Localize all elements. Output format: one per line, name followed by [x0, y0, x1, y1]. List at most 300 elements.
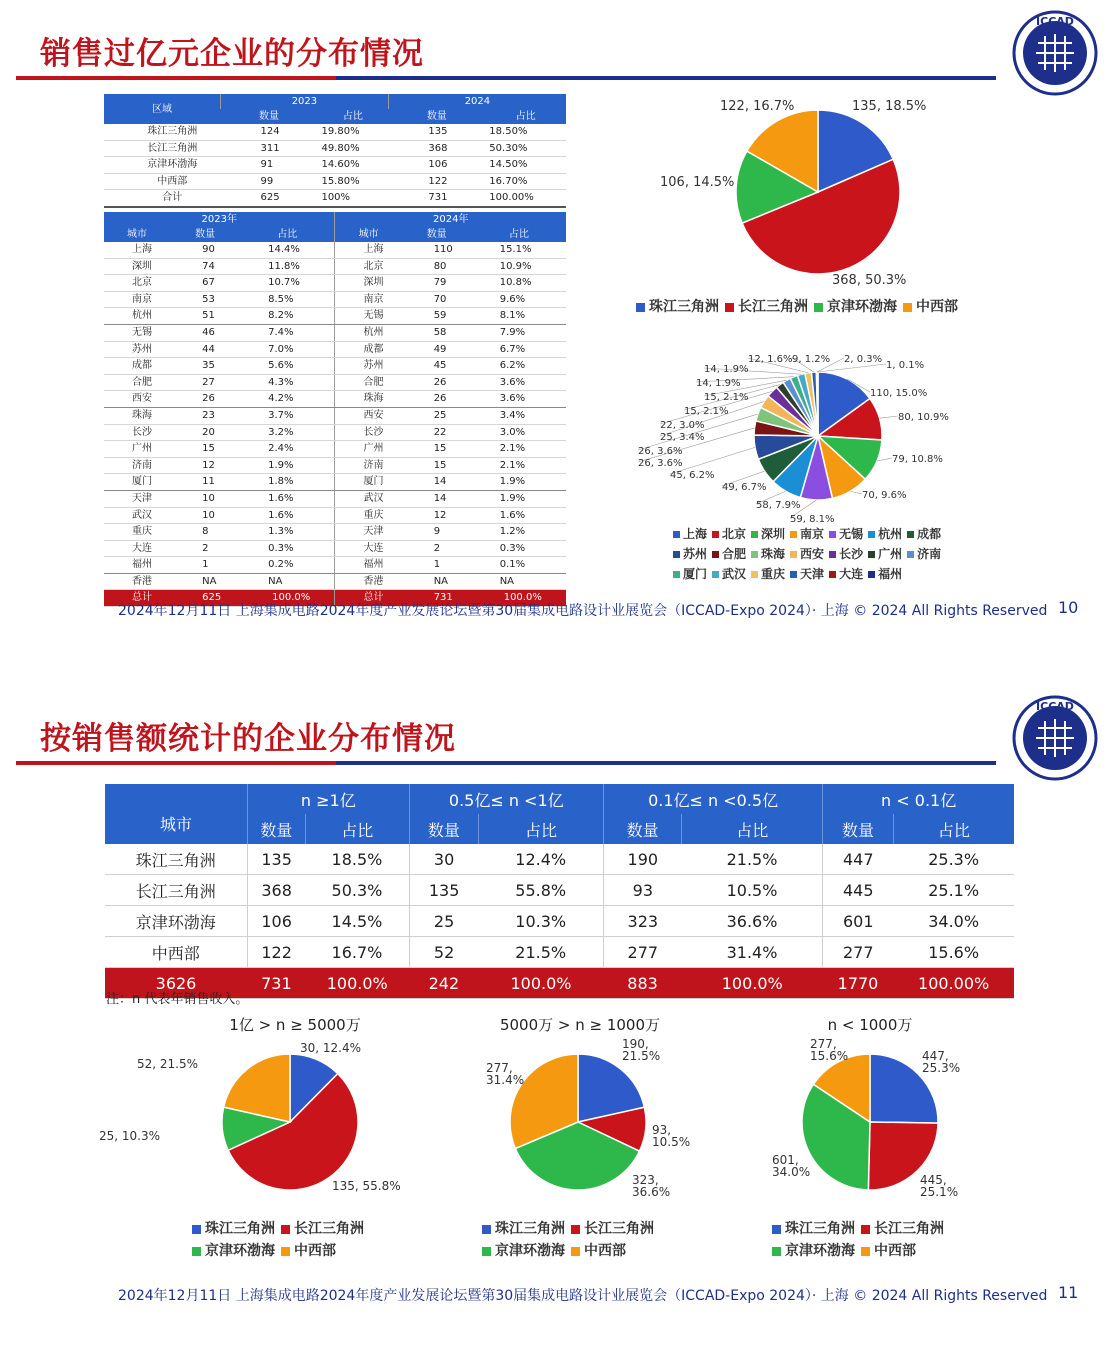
data-label: 14, 1.9%	[696, 378, 741, 389]
leader-line	[879, 416, 898, 418]
cell: 25	[402, 407, 472, 424]
cell: 10.5%	[682, 875, 823, 906]
legend-label: 中西部	[294, 1243, 336, 1259]
total-cell: 883	[603, 968, 681, 999]
data-label: 45, 6.2%	[670, 470, 715, 481]
city-name: 深圳	[104, 258, 170, 275]
cell: 12.4%	[479, 844, 604, 875]
total-cell: 100.0%	[479, 968, 604, 999]
cell: 3.6%	[472, 391, 566, 408]
table-row	[104, 358, 566, 375]
region-name: 长江三角洲	[104, 140, 221, 157]
cell: 31.4%	[682, 937, 823, 968]
total-cell: 1770	[823, 968, 893, 999]
legend-label: 珠江三角洲	[205, 1221, 275, 1237]
footer-text: 2024年12月11日 上海集成电路2024年度产业发展论坛暨第30届集成电路设计业展览会（ICCAD-Expo 2024）· 上海 © 2024 All Rights Reserved	[118, 1288, 1048, 1304]
legend-swatch-icon	[712, 571, 719, 578]
table-row	[104, 424, 566, 441]
city-name: 香港	[104, 573, 170, 590]
table-row	[104, 291, 566, 308]
legend-label: 大连	[839, 567, 864, 581]
cell: 10.7%	[240, 275, 335, 292]
th-city: 城市	[105, 784, 248, 844]
cell: 1.3%	[240, 524, 335, 541]
legend-label: 珠江三角洲	[785, 1221, 855, 1237]
cell: 10	[170, 490, 240, 507]
cell: 6.7%	[472, 341, 566, 358]
cell: 3.4%	[472, 407, 566, 424]
legend-label: 成都	[917, 527, 942, 541]
legend-label: 京津环渤海	[205, 1243, 275, 1259]
cell: 1.6%	[240, 490, 335, 507]
cell: 49	[402, 341, 472, 358]
city-name: 厦门	[335, 474, 402, 491]
legend-swatch-icon	[861, 1247, 870, 1256]
th-share: 占比	[479, 814, 604, 844]
table-row	[104, 474, 566, 491]
cell: 3.7%	[240, 407, 335, 424]
city-name: 无锡	[335, 308, 402, 325]
legend-label: 长沙	[839, 547, 864, 561]
legend-swatch-icon	[903, 303, 912, 312]
cell: 90	[170, 242, 240, 258]
iccad-logo-icon	[1012, 695, 1098, 781]
cell: 35	[170, 358, 240, 375]
city-name: 珠海	[335, 391, 402, 408]
th-count: 数量	[170, 227, 240, 242]
cell: 100.00%	[485, 190, 566, 207]
cell: 36.6%	[682, 906, 823, 937]
city-name: 杭州	[104, 308, 170, 325]
cell: 25.3%	[893, 844, 1014, 875]
total-cell: 625	[170, 590, 240, 607]
legend-swatch-icon	[790, 551, 797, 558]
cell: 122	[248, 937, 306, 968]
th-share: 占比	[317, 109, 388, 124]
cell: NA	[170, 573, 240, 590]
th-2024: 2024	[388, 94, 566, 109]
table-row	[104, 124, 566, 140]
legend-swatch-icon	[868, 571, 875, 578]
city-name: 大连	[104, 540, 170, 557]
data-label: 1, 0.1%	[886, 360, 925, 371]
legend-swatch-icon	[868, 531, 875, 538]
cell: 50.30%	[485, 140, 566, 157]
legend-swatch-icon	[281, 1247, 290, 1256]
cell: 52	[409, 937, 478, 968]
total-cell: 100.0%	[240, 590, 335, 607]
cell: 106	[388, 157, 485, 174]
pie-legend-1	[186, 1218, 364, 1262]
slide-title: 销售过亿元企业的分布情况	[40, 36, 424, 72]
cell: 2.4%	[240, 441, 335, 458]
legend-label: 广州	[878, 547, 903, 561]
cell: 7.9%	[472, 324, 566, 341]
cell: 1.6%	[472, 507, 566, 524]
cell: 15	[170, 441, 240, 458]
legend-swatch-icon	[571, 1225, 580, 1234]
data-label: 106, 14.5%	[660, 175, 735, 190]
title-underline	[16, 761, 996, 765]
cell: 14.60%	[317, 157, 388, 174]
cell: 2	[170, 540, 240, 557]
cell: 26	[402, 391, 472, 408]
cell: 14.5%	[305, 906, 409, 937]
data-label: 190, 21.5%	[622, 1037, 661, 1063]
table-row	[104, 140, 566, 157]
cell: 100%	[317, 190, 388, 207]
pie-title-3: n < 1000万	[827, 1016, 913, 1034]
table-row	[104, 374, 566, 391]
cell: 122	[388, 173, 485, 190]
legend-label: 杭州	[878, 527, 903, 541]
cell: 18.50%	[485, 124, 566, 140]
legend-swatch-icon	[790, 571, 797, 578]
city-name: 南京	[335, 291, 402, 308]
data-label: 122, 16.7%	[720, 99, 795, 114]
region-name: 合计	[104, 190, 221, 207]
legend-swatch-icon	[861, 1225, 870, 1234]
legend-swatch-icon	[636, 303, 645, 312]
cell: 46	[170, 324, 240, 341]
city-table	[104, 212, 566, 607]
table-row	[104, 573, 566, 590]
city-name: 长沙	[335, 424, 402, 441]
legend-label: 京津环渤海	[827, 299, 897, 315]
total-cell: 731	[402, 590, 472, 607]
legend-label: 北京	[722, 527, 747, 541]
city-pie-chart	[630, 346, 970, 525]
region-name: 长江三角洲	[105, 875, 248, 906]
cell: 5.6%	[240, 358, 335, 375]
cell: 27	[170, 374, 240, 391]
th-region: 区域	[104, 94, 221, 124]
th-share: 占比	[682, 814, 823, 844]
footer-text: 2024年12月11日 上海集成电路2024年度产业发展论坛暨第30届集成电路设计业展览会（ICCAD-Expo 2024）· 上海 © 2024 All Rights Reserved	[118, 603, 1048, 619]
legend-swatch-icon	[482, 1247, 491, 1256]
data-label: 135, 55.8%	[332, 1179, 401, 1193]
legend-label: 京津环渤海	[495, 1243, 565, 1259]
data-label: 277, 31.4%	[486, 1061, 525, 1087]
cell: 30	[409, 844, 478, 875]
city-name: 合肥	[104, 374, 170, 391]
city-name: 广州	[335, 441, 402, 458]
legend-swatch-icon	[673, 551, 680, 558]
total-cell: 100.00%	[893, 968, 1014, 999]
data-label: 323, 36.6%	[632, 1173, 671, 1199]
cell: 15.80%	[317, 173, 388, 190]
legend-swatch-icon	[814, 303, 823, 312]
cell: 7.4%	[240, 324, 335, 341]
total-cell: 总计	[104, 590, 170, 607]
city-name: 武汉	[104, 507, 170, 524]
th-city: 城市	[335, 227, 402, 242]
legend-label: 武汉	[722, 567, 747, 581]
cell: 8.5%	[240, 291, 335, 308]
cell: 106	[248, 906, 306, 937]
cell: 0.3%	[240, 540, 335, 557]
data-label: 70, 9.6%	[862, 490, 907, 501]
legend-label: 西安	[800, 547, 825, 561]
region-name: 中西部	[104, 173, 221, 190]
table-row	[104, 490, 566, 507]
cell: 10.9%	[472, 258, 566, 275]
legend-swatch-icon	[751, 531, 758, 538]
region-name: 京津环渤海	[105, 906, 248, 937]
legend-label: 中西部	[916, 299, 958, 315]
th-count: 数量	[409, 814, 478, 844]
cell: 0.1%	[472, 557, 566, 574]
cell: 79	[402, 275, 472, 292]
city-name: 厦门	[104, 474, 170, 491]
legend-swatch-icon	[673, 571, 680, 578]
cell: 26	[170, 391, 240, 408]
legend-label: 珠江三角洲	[495, 1221, 565, 1237]
cell: 124	[221, 124, 318, 140]
total-cell: 100.0%	[472, 590, 566, 607]
data-label: 601, 34.0%	[772, 1153, 811, 1179]
legend-label: 合肥	[722, 547, 747, 561]
total-cell: 总计	[335, 590, 402, 607]
cell: 99	[221, 173, 318, 190]
cell: 8.2%	[240, 308, 335, 325]
leader-line	[877, 458, 892, 461]
cell: 4.3%	[240, 374, 335, 391]
city-name: 天津	[104, 490, 170, 507]
data-label: 15, 2.1%	[684, 406, 729, 417]
legend-label: 珠江三角洲	[649, 299, 719, 315]
city-name: 珠海	[104, 407, 170, 424]
legend-label: 长江三角洲	[874, 1221, 944, 1237]
legend-swatch-icon	[482, 1225, 491, 1234]
table-row	[104, 540, 566, 557]
legend-label: 济南	[917, 547, 942, 561]
cell: 0.3%	[472, 540, 566, 557]
table-row	[105, 875, 1015, 906]
legend-label: 天津	[800, 567, 825, 581]
cell: 74	[170, 258, 240, 275]
legend-swatch-icon	[712, 551, 719, 558]
legend-swatch-icon	[751, 571, 758, 578]
iccad-logo-icon	[1012, 10, 1098, 96]
cell: 1.9%	[472, 474, 566, 491]
th-count: 数量	[603, 814, 681, 844]
table-row	[104, 308, 566, 325]
cell: 14.50%	[485, 157, 566, 174]
cell: 19.80%	[317, 124, 388, 140]
cell: 11.8%	[240, 258, 335, 275]
pie-title-2: 5000万 > n ≥ 1000万	[499, 1016, 661, 1034]
city-name: 上海	[104, 242, 170, 258]
data-label: 58, 7.9%	[756, 500, 801, 511]
cell: 368	[248, 875, 306, 906]
city-name: 西安	[335, 407, 402, 424]
data-label: 79, 10.8%	[892, 454, 943, 465]
th-count: 数量	[823, 814, 893, 844]
table-row	[105, 844, 1015, 875]
city-name: 广州	[104, 441, 170, 458]
cell: 7.0%	[240, 341, 335, 358]
cell: 59	[402, 308, 472, 325]
th-city: 城市	[104, 227, 170, 242]
legend-swatch-icon	[281, 1225, 290, 1234]
cell: 11	[170, 474, 240, 491]
cell: 190	[603, 844, 681, 875]
cell: NA	[402, 573, 472, 590]
data-label: 59, 8.1%	[790, 514, 835, 525]
cell: 21.5%	[682, 844, 823, 875]
th-share: 占比	[240, 227, 335, 242]
cell: 15	[402, 441, 472, 458]
table-row	[104, 258, 566, 275]
table-row	[104, 407, 566, 424]
table-row	[105, 906, 1015, 937]
region-name: 京津环渤海	[104, 157, 221, 174]
legend-label: 长江三角洲	[294, 1221, 364, 1237]
data-label: 12, 1.6%	[748, 354, 793, 365]
total-cell: 242	[409, 968, 478, 999]
th-share: 占比	[472, 227, 566, 242]
th-2023-year: 2023年	[104, 212, 335, 227]
city-name: 苏州	[104, 341, 170, 358]
cell: 9	[402, 524, 472, 541]
data-label: 447, 25.3%	[922, 1049, 961, 1075]
total-cell: 3626	[105, 968, 248, 999]
table-row	[104, 173, 566, 190]
cell: 91	[221, 157, 318, 174]
legend-swatch-icon	[829, 531, 836, 538]
legend-swatch-icon	[772, 1247, 781, 1256]
logo-text: ICCAD	[1036, 15, 1074, 28]
data-label: 26, 3.6%	[638, 446, 683, 457]
cell: 14	[402, 490, 472, 507]
city-name: 北京	[335, 258, 402, 275]
leader-line	[818, 364, 886, 372]
data-label: 9, 1.2%	[792, 354, 831, 365]
cell: 50.3%	[305, 875, 409, 906]
legend-swatch-icon	[868, 551, 875, 558]
total-cell: 100.0%	[682, 968, 823, 999]
th-group-4: n < 0.1亿	[823, 784, 1014, 814]
cell: 67	[170, 275, 240, 292]
cell: 3.2%	[240, 424, 335, 441]
cell: 10.8%	[472, 275, 566, 292]
cell: 15.1%	[472, 242, 566, 258]
th-group-3: 0.1亿≤ n <0.5亿	[603, 784, 822, 814]
table-row	[104, 190, 566, 207]
city-name: 香港	[335, 573, 402, 590]
th-count: 数量	[248, 814, 306, 844]
th-2023: 2023	[221, 94, 389, 109]
legend-label: 珠海	[761, 547, 786, 561]
title-underline	[16, 76, 996, 80]
logo-text: ICCAD	[1036, 700, 1074, 713]
legend-swatch-icon	[829, 551, 836, 558]
cell: 135	[388, 124, 485, 140]
sales-range-table	[104, 784, 1014, 999]
data-label: 135, 18.5%	[852, 99, 927, 114]
city-name: 武汉	[335, 490, 402, 507]
cell: 601	[823, 906, 893, 937]
cell: 18.5%	[305, 844, 409, 875]
data-label: 14, 1.9%	[704, 364, 749, 375]
legend-swatch-icon	[192, 1225, 201, 1234]
data-label: 368, 50.3%	[832, 273, 907, 288]
cell: 1.8%	[240, 474, 335, 491]
cell: 8.1%	[472, 308, 566, 325]
cell: 12	[402, 507, 472, 524]
legend-label: 上海	[683, 527, 708, 541]
cell: 3.6%	[472, 374, 566, 391]
th-group-2: 0.5亿≤ n <1亿	[409, 784, 603, 814]
city-name: 合肥	[335, 374, 402, 391]
cell: 0.2%	[240, 557, 335, 574]
legend-label: 中西部	[874, 1243, 916, 1259]
cell: 16.7%	[305, 937, 409, 968]
city-name: 西安	[104, 391, 170, 408]
pie-chart-5000w-1y	[98, 1036, 430, 1206]
cell: 14.4%	[240, 242, 335, 258]
cell: 135	[248, 844, 306, 875]
city-name: 杭州	[335, 324, 402, 341]
city-name: 苏州	[335, 358, 402, 375]
region-table	[104, 94, 566, 208]
th-count: 数量	[221, 109, 318, 124]
table-row	[105, 937, 1015, 968]
cell: 34.0%	[893, 906, 1014, 937]
cell: 20	[170, 424, 240, 441]
legend-label: 厦门	[683, 567, 708, 581]
legend-swatch-icon	[725, 303, 734, 312]
city-name: 大连	[335, 540, 402, 557]
cell: 93	[603, 875, 681, 906]
cell: 1.2%	[472, 524, 566, 541]
table-row	[104, 242, 566, 258]
region-legend	[630, 296, 958, 318]
cell: 26	[402, 374, 472, 391]
city-name: 南京	[104, 291, 170, 308]
city-name: 深圳	[335, 275, 402, 292]
table-row	[104, 524, 566, 541]
cell: 16.70%	[485, 173, 566, 190]
total-cell: 731	[248, 968, 306, 999]
page-number: 10	[1058, 598, 1079, 617]
city-name: 重庆	[335, 507, 402, 524]
cell: 4.2%	[240, 391, 335, 408]
city-name: 重庆	[104, 524, 170, 541]
data-label: 15, 2.1%	[704, 392, 749, 403]
legend-swatch-icon	[829, 571, 836, 578]
legend-label: 长江三角洲	[584, 1221, 654, 1237]
table-row	[104, 391, 566, 408]
cell: 15.6%	[893, 937, 1014, 968]
cell: 368	[388, 140, 485, 157]
table-row	[104, 557, 566, 574]
cell: 447	[823, 844, 893, 875]
cell: 14	[402, 474, 472, 491]
cell: 1.6%	[240, 507, 335, 524]
pie-chart-below-1000w	[730, 1036, 1010, 1206]
cell: 1.9%	[472, 490, 566, 507]
th-share: 占比	[893, 814, 1014, 844]
region-name: 珠江三角洲	[105, 844, 248, 875]
cell: 53	[170, 291, 240, 308]
cell: 6.2%	[472, 358, 566, 375]
page-number: 11	[1058, 1283, 1079, 1302]
legend-swatch-icon	[907, 551, 914, 558]
data-label: 25, 3.4%	[660, 432, 705, 443]
pie-legend-3	[766, 1218, 944, 1262]
